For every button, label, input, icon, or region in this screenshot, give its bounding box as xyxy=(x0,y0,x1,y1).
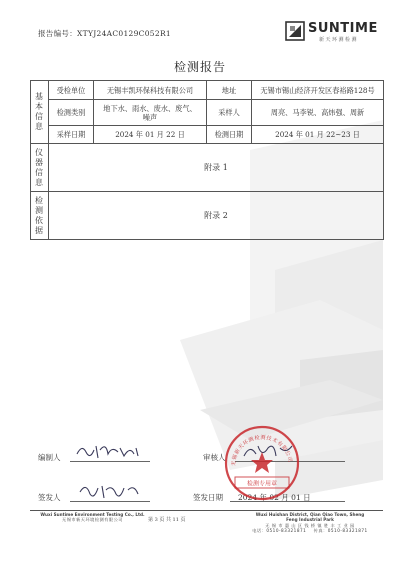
instrument-info-value: 附录 1 xyxy=(49,144,384,192)
page-number: 第 3 页 共 11 页 xyxy=(148,517,186,523)
logo-brand-text: SUNTIME xyxy=(308,21,378,36)
client-value: 无锡丰凯环保科技有限公司 xyxy=(94,81,207,100)
client-label: 受检单位 xyxy=(49,81,94,100)
sampling-date-label: 采样日期 xyxy=(49,126,94,144)
footer-fax: 传真：0510-83321871 xyxy=(313,528,368,534)
test-date-label: 检测日期 xyxy=(207,126,252,144)
address-value: 无锡市锡山经济开发区春裕路128号 xyxy=(252,81,384,100)
footer-address-cn: 无 锡 市 惠 山 区 钱 桥 镇 胜 丰 工 业 园 xyxy=(265,522,355,528)
table-row xyxy=(31,144,384,192)
test-date-value: 2024 年 01 月 22~23 日 xyxy=(252,126,384,144)
logo-sub-text: 新天环测检测 xyxy=(319,37,359,43)
footer-divider xyxy=(30,510,383,511)
footer-contact xyxy=(250,528,370,533)
footer-company xyxy=(40,512,145,523)
table-row xyxy=(31,126,384,144)
prepared-by-label: 编制人 xyxy=(38,453,61,462)
footer-company-en: Wuxi Suntime Environment Testing Co., Ltd. xyxy=(40,512,145,517)
instrument-info-label: 仪 器 信 息 xyxy=(31,144,49,192)
prepared-by-signature xyxy=(74,440,144,462)
stamp-arc-text: 无锡新天环测检测技术有限公司 xyxy=(230,434,293,467)
address-label: 地址 xyxy=(207,81,252,100)
table-row xyxy=(31,100,384,126)
reviewed-by-label: 审核人 xyxy=(203,453,226,462)
basis-info-label: 检 测 依 据 xyxy=(31,192,49,240)
official-stamp xyxy=(223,424,301,502)
footer-company-cn: 无锡市新天环境检测有限公司 xyxy=(62,517,123,523)
footer-address-en: Wuxi Huishan District, Qian Qiao Town, Sheng Feng Industrial Park xyxy=(255,512,365,523)
sampler-label: 采样人 xyxy=(207,100,252,126)
report-title: 检测报告 xyxy=(173,60,226,74)
table-row xyxy=(31,81,384,100)
category-label: 检测类别 xyxy=(49,100,94,126)
sampling-date-value: 2024 年 01 月 22 日 xyxy=(94,126,207,144)
info-table xyxy=(30,80,384,240)
company-logo xyxy=(285,20,378,44)
issue-date-value: 2024 年 02 月 01 日 xyxy=(238,493,311,502)
footer-address xyxy=(250,512,370,534)
suntime-logo-mark xyxy=(285,21,305,41)
issued-by-label: 签发人 xyxy=(38,493,61,502)
footer-tel: 电话：0510-83321871 xyxy=(252,528,307,534)
issue-date-label: 签发日期 xyxy=(193,493,223,502)
stamp-label-text: 检测专用章 xyxy=(246,480,278,488)
sampler-value: 周亮、马李锐、高炜强、周新 xyxy=(252,100,384,126)
report-number: 报告编号：XTYJ24AC0129C052R1 xyxy=(38,29,171,38)
basic-info-label: 基 本 信 息 xyxy=(31,81,49,144)
category-value: 地下水、雨水、废水、废气、 噪声 xyxy=(94,100,207,126)
issued-by-signature xyxy=(76,480,146,502)
basis-info-value: 附录 2 xyxy=(49,192,384,240)
table-row xyxy=(31,192,384,240)
